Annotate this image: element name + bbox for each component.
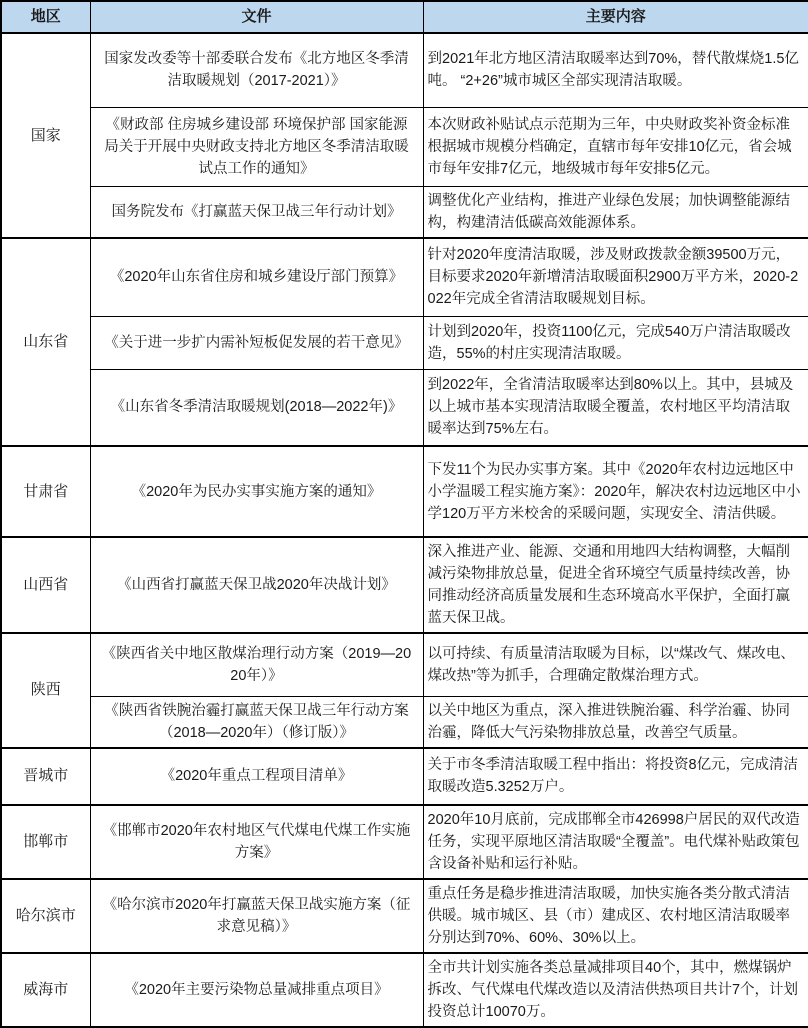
content-cell: 到2022年，全省清洁取暖率达到80%以上。其中，县城及以上城市基本实现清洁取暖全覆盖，农村地区平均清洁取暖率达到75%左右。	[423, 369, 808, 446]
region-cell-jincheng: 晋城市	[1, 748, 90, 805]
table-row	[1, 805, 808, 879]
document-cell: 《2020年主要污染物总量减排重点项目》	[90, 953, 423, 1027]
document-cell: 《财政部 住房城乡建设部 环境保护部 国家能源局关于开展中央财政支持北方地区冬季清洁取暖试点工作的通知》	[90, 107, 423, 186]
content-cell: 到2021年北方地区清洁取暖率达到70%，替代散煤烧1.5亿吨。 “2+26”城市城区全部实现清洁取暖。	[423, 33, 808, 107]
region-cell-shaanxi: 陕西	[1, 633, 90, 748]
header-region: 地区	[1, 1, 90, 33]
document-cell: 国家发改委等十部委联合发布《北方地区冬季清洁取暖规划（2017-2021）》	[90, 33, 423, 107]
region-cell-weihai: 威海市	[1, 953, 90, 1027]
document-cell: 《山东省冬季清洁取暖规划(2018—2022年)》	[90, 369, 423, 446]
content-cell: 重点任务是稳步推进清洁取暖，加快实施各类分散式清洁供暖。城市城区、县（市）建成区、农村地区清洁取暖率分别达到70%、60%、30%以上。	[423, 879, 808, 953]
table-row	[1, 369, 808, 446]
content-cell: 调整优化产业结构，推进产业绿色发展；加快调整能源结构，构建清洁低碳高效能源体系。	[423, 186, 808, 238]
header-content: 主要内容	[423, 1, 808, 33]
region-cell-gansu: 甘肃省	[1, 446, 90, 537]
table-row	[1, 537, 808, 633]
table-row	[1, 33, 808, 107]
document-cell: 《2020年重点工程项目清单》	[90, 748, 423, 805]
header-row	[1, 1, 808, 33]
table-row	[1, 696, 808, 748]
content-cell: 关于市冬季清洁取暖工程中指出：将投资8亿元，完成清洁取暖改造5.3252万户。	[423, 748, 808, 805]
content-cell: 以可持续、有质量清洁取暖为目标，以“煤改气、煤改电、煤改热”等为抓手，合理确定散煤治理方式。	[423, 633, 808, 696]
document-cell: 《邯郸市2020年农村地区气代煤电代煤工作实施方案》	[90, 805, 423, 879]
table-row	[1, 446, 808, 537]
content-cell: 以关中地区为重点，深入推进铁腕治霾、科学治霾、协同治霾，降低大气污染物排放总量，改善空气质量。	[423, 696, 808, 748]
table-row	[1, 953, 808, 1027]
content-cell: 针对2020年度清洁取暖，涉及财政拨款金额39500万元，目标要求2020年新增清洁取暖面积2900万平方米，2020-2022年完成全省清洁取暖规划目标。	[423, 238, 808, 316]
header-document: 文件	[90, 1, 423, 33]
content-cell: 全市共计划实施各类总量减排项目40个，其中，燃煤锅炉拆改、气代煤电代煤改造以及清洁供热项目共计7个，计划投资总计10070万。	[423, 953, 808, 1027]
table-row	[1, 107, 808, 186]
content-cell: 深入推进产业、能源、交通和用地四大结构调整，大幅削减污染物排放总量，促进全省环境空气质量持续改善，协同推动经济高质量发展和生态环境高水平保护，全面打赢蓝天保卫战。	[423, 537, 808, 633]
region-cell-harbin: 哈尔滨市	[1, 879, 90, 953]
table-row	[1, 238, 808, 316]
document-cell: 《山西省打赢蓝天保卫战2020年决战计划》	[90, 537, 423, 633]
document-cell: 《关于进一步扩内需补短板促发展的若干意见》	[90, 316, 423, 369]
document-cell: 《2020年为民办实事实施方案的通知》	[90, 446, 423, 537]
table-row	[1, 316, 808, 369]
content-cell: 下发11个为民办实事方案。其中《2020年农村边远地区中小学温暖工程实施方案》：2020年，解决农村边远地区中小学120万平方米校舍的采暖问题，实现安全、清洁供暖。	[423, 446, 808, 537]
document-cell: 《2020年山东省住房和城乡建设厅部门预算》	[90, 238, 423, 316]
region-cell-shandong: 山东省	[1, 238, 90, 446]
document-cell: 《哈尔滨市2020年打赢蓝天保卫战实施方案（征求意见稿）》	[90, 879, 423, 953]
table-row	[1, 186, 808, 238]
content-cell: 本次财政补贴试点示范期为三年，中央财政奖补资金标准根据城市规模分档确定，直辖市每年安排10亿元，省会城市每年安排7亿元，地级城市每年安排5亿元。	[423, 107, 808, 186]
region-cell-shanxi: 山西省	[1, 537, 90, 633]
document-cell: 国务院发布《打赢蓝天保卫战三年行动计划》	[90, 186, 423, 238]
table-row	[1, 748, 808, 805]
content-cell: 2020年10月底前，完成邯郸全市426998户居民的双代改造任务，实现平原地区清洁取暖“全覆盖”。电代煤补贴政策包含设备补贴和运行补贴。	[423, 805, 808, 879]
region-cell-national: 国家	[1, 33, 90, 238]
table-row	[1, 633, 808, 696]
document-cell: 《陕西省铁腕治霾打赢蓝天保卫战三年行动方案（2018—2020年）（修订版）》	[90, 696, 423, 748]
table-row	[1, 879, 808, 953]
region-cell-handan: 邯郸市	[1, 805, 90, 879]
content-cell: 计划到2020年，投资1100亿元，完成540万户清洁取暖改造，55%的村庄实现清洁取暖。	[423, 316, 808, 369]
document-cell: 《陕西省关中地区散煤治理行动方案（2019—2020年）》	[90, 633, 423, 696]
